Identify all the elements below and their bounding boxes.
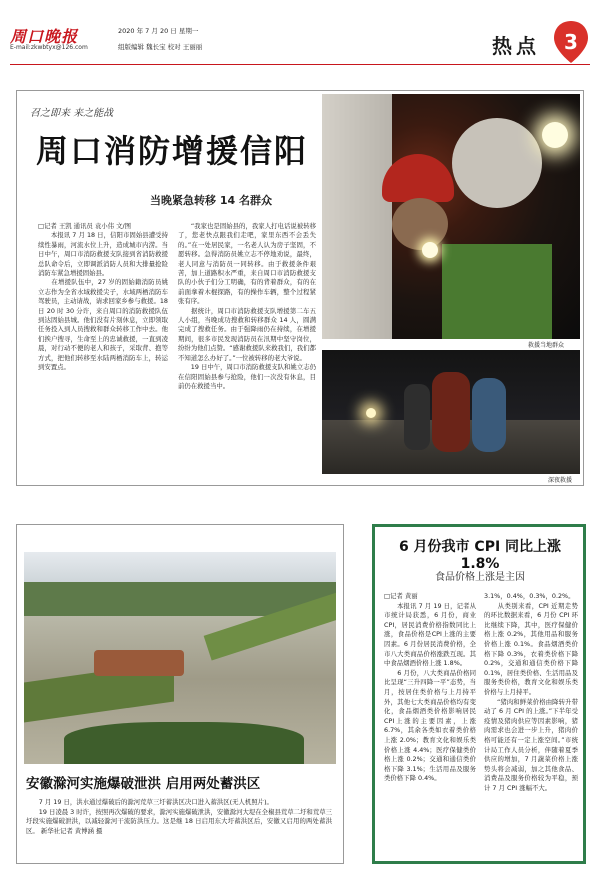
page-number-badge	[552, 20, 590, 64]
night-rescue-photo	[322, 350, 580, 474]
top-story-kicker: 召之即来 来之能战	[30, 108, 114, 119]
flood-aerial-photo	[24, 552, 336, 764]
photo-caption: 救援当地群众	[528, 342, 565, 349]
newspaper-masthead: 周口晚报	[10, 27, 79, 46]
firefighter-rescue-photo	[322, 94, 580, 339]
cpi-story-headline: 6 月份我市 CPI 同比上涨 1.8%	[398, 539, 562, 572]
page-number: 3	[564, 30, 578, 54]
section-title: 热点	[492, 34, 540, 58]
header-divider	[10, 64, 590, 65]
flood-story-headline: 安徽滁河实施爆破泄洪 启用两处蓄洪区	[26, 776, 261, 792]
photo-caption: 深夜救援	[548, 477, 573, 484]
issue-date: 2020 年 7 月 20 日 星期一	[118, 27, 199, 35]
masthead-email: E-mail:zkwbtyx@126.com	[10, 44, 88, 51]
top-story-headline: 周口消防增援信阳	[36, 132, 309, 170]
article-column: 3.1%，0.4%，0.3%，0.2%。 从类别来看，CPI 近期走势的环比数据来看，6 月份 CPI 环比继续下降，其中，医疗保健价格上涨 0.2%，其他用品和服务价格上涨 0.1%。食品烟酒类价格下降 0.3%，衣着类价格下降 0.2%，交通和通信类价格下降 0.1%，居住类价格、生活用品及服务类价格，教育文化和娱乐类价格与上月持平。 “猪肉和鲜菜价格由降转升带动了 6 月 CPI 的上涨。”下半年受疫情及猪肉供应等因素影响，猪肉需求也会进一步上升，猪肉价格可能还有一定上涨空间。”市统计局工作人员分析，伴随着夏季供应的增加，7 月蔬菜价格上涨势头将会减弱，加之其他食品、消费品及服务价格较为平稳，预计 7 月 CPI 涨幅不大。	[484, 592, 578, 792]
top-story-subhead: 当晚紧急转移 14 名群众	[150, 194, 272, 207]
article-column: “我家也是固始县的，我家人打电话说被转移了，您老快点跟我们走吧，家里东西不会丢失的。”在一处居民家，一名老人认为房子坚固，不愿转移。急得消防员姚立志不停地劝说，最终，老人同意与消防员一同转移。由于救援条件艰苦，加上道路积水严重，来自周口市消防救援支队的小伙子们分工明确，有的背着群众，有的在前面拿着木棍探路，有的操作车辆，整个过程紧张有序。 据统计，周口市消防救援支队增援第二车五人小组，当晚成功搜救和转移群众 14 人，圆满完成了搜救任务。由于强降雨仍在持续，在增援期间，很多市民发现消防员在汛期中坚守岗位，纷纷为他们点赞。“感谢救援队来救我们，我们都不知道怎么办好了。”一位被转移的老大爷说。 19 日中午，周口市消防救援支队和姚立志仍在信阳固始县参与抢险，他们一次没有休息，目前仍在救援当中。	[178, 222, 316, 390]
flood-story-body: 7 月 19 日，洪水通过爆破后的滁河荒草三圩蓄洪区决口进入蓄洪区(无人机照片)。 19 日凌晨 3 时许，按照再次爆破的要求，滁河实施爆破泄洪，安徽滁河大堤在全椒县荒草二圩和荒草三圩段实施爆破泄洪，以减轻滁河干流防洪压力。这是继 18 日启用东大圩蓄洪区后，安徽又启用的两处蓄洪区。 新华社记者 黄博涵 摄	[26, 798, 332, 835]
editor-credits: 组版编辑 魏长宝 校对 王丽丽	[118, 43, 203, 51]
cpi-story-subhead: 食品价格上涨是主因	[435, 572, 525, 583]
page-header	[0, 0, 600, 62]
article-column: □记者 王凯 通讯员 袁小伟 文/图 本报讯 7 月 18 日，信阳市固始县遭受持续性暴雨，河流水位上升，造成城市内涝。当日中午，周口市消防救援支队接到省消防救援总队命令后，立即调派消防人员和大排量抢险消防车紧急增援固始县。 在增援队伍中，27 岁的固始籍消防员姚立志作为全省水域救援尖子，水域两栖消防车驾驶员，主动请战，请求回家乡参与救援。18 日 20 时 30 分许，来自周口的消防救援队伍到达固始县城。他们没有片刻休息，立即领取任务投入到人员搜救和群众转移工作中去。他们挨户搜寻，生命至上的忠诚救援，一直到凌晨，对行动不便的老人和孩子，采取背、抱等方式，把他们转移至水陆两栖消防车上，转运到安置点。	[38, 222, 168, 372]
article-column: □记者 黄丽 本报讯 7 月 19 日，记者从市统计局获悉，6 月份，商业CPI，居民消费价格指数同比上涨，食品价格是CPI上涨的主要因素。6 月份居民消费价格，全市八大类商品价格涨跌互现。其中食品烟酒价格上涨 1.8%。 6 月份，八大类商品价格同比呈现“三升四降一平”态势，当月，按居住类价格与上月持平外，其他七大类商品价格均有变化，食品烟酒类价格影响居民CPI上涨的主要因素，上涨 6.7%，其余各类如衣着类价格上涨 2.0%；教育文化和娱乐类价格上涨 4.4%；医疗保健类价格上涨 0.2%；交通和通信类价格下降 3.1%；生活用品及服务类价格下降 0.4%。	[384, 592, 476, 783]
